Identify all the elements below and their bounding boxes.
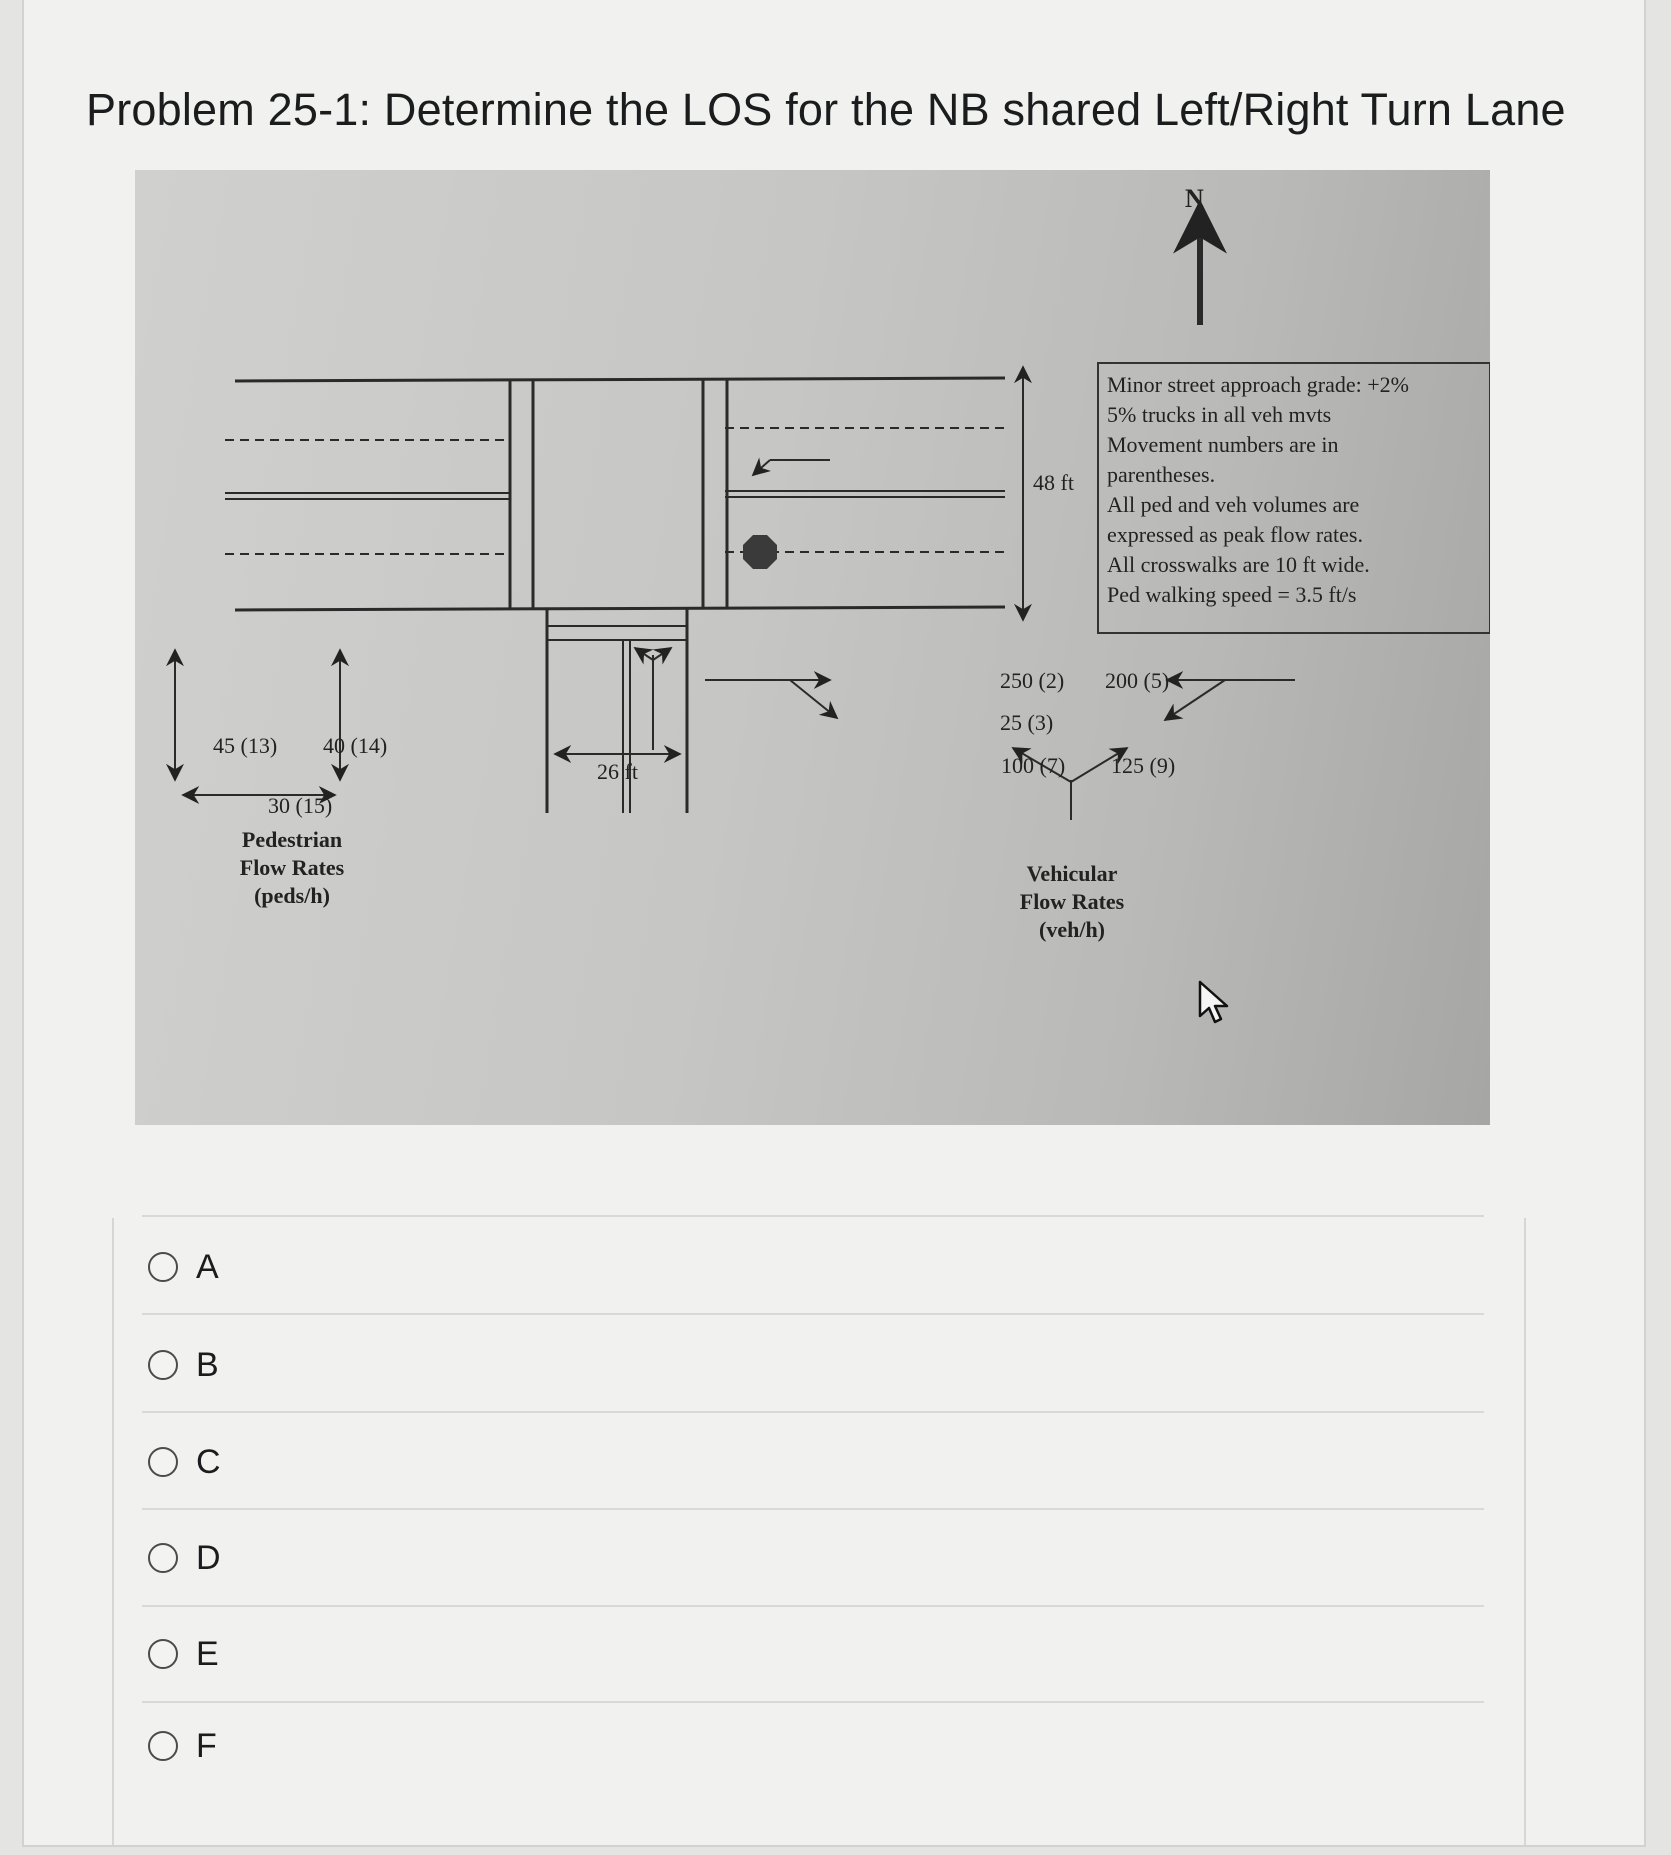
veh-flow-nb-left: 100 (7) xyxy=(1001,753,1066,778)
radio-button[interactable] xyxy=(148,1639,178,1669)
dimension-26ft: 26 ft xyxy=(597,759,638,784)
note-line: All ped and veh volumes are xyxy=(1107,492,1360,517)
radio-button[interactable] xyxy=(148,1350,178,1380)
question-title: Problem 25-1: Determine the LOS for the NB shared Left/Right Turn Lane xyxy=(86,84,1566,135)
radio-button[interactable] xyxy=(148,1731,178,1761)
pedestrian-caption: Pedestrian Flow Rates (peds/h) xyxy=(239,827,345,908)
radio-button[interactable] xyxy=(148,1447,178,1477)
stop-sign-icon xyxy=(743,535,777,569)
road-south-edge xyxy=(235,607,1005,610)
divider xyxy=(142,1605,1484,1607)
ped-flow-east: 40 (14) xyxy=(323,733,388,758)
radio-button[interactable] xyxy=(148,1543,178,1573)
option-a[interactable] xyxy=(148,1237,648,1297)
option-label: D xyxy=(196,1538,221,1577)
divider xyxy=(142,1411,1484,1413)
divider xyxy=(142,1701,1484,1703)
option-f[interactable] xyxy=(148,1716,648,1776)
option-label: A xyxy=(196,1247,219,1286)
note-line: Ped walking speed = 3.5 ft/s xyxy=(1107,582,1357,607)
option-d[interactable] xyxy=(148,1528,648,1588)
option-label: C xyxy=(196,1442,221,1481)
problem-notes-box xyxy=(1097,362,1490,634)
note-line: Movement numbers are in xyxy=(1107,432,1339,457)
option-c[interactable] xyxy=(148,1432,648,1492)
option-label: E xyxy=(196,1634,219,1673)
veh-flow-eb-right: 25 (3) xyxy=(1000,710,1054,735)
vehicular-caption: Vehicular Flow Rates (veh/h) xyxy=(1019,861,1125,942)
divider xyxy=(142,1215,1484,1217)
veh-flow-nb-right: 125 (9) xyxy=(1111,753,1176,778)
ped-flow-west: 45 (13) xyxy=(213,733,278,758)
dimension-48ft: 48 ft xyxy=(1033,470,1074,495)
radio-button[interactable] xyxy=(148,1252,178,1282)
note-line: All crosswalks are 10 ft wide. xyxy=(1107,552,1370,577)
ped-flow-south: 30 (15) xyxy=(268,793,333,818)
veh-flow-eb-through: 250 (2) xyxy=(1000,668,1065,693)
note-line: parentheses. xyxy=(1107,462,1216,487)
note-line: Minor street approach grade: +2% xyxy=(1107,372,1409,397)
note-line: 5% trucks in all veh mvts xyxy=(1107,402,1332,427)
intersection-drawing xyxy=(135,170,1490,1125)
mouse-pointer-icon xyxy=(1198,980,1232,1026)
note-line: expressed as peak flow rates. xyxy=(1107,522,1363,547)
road-north-edge xyxy=(235,378,1005,381)
option-e[interactable] xyxy=(148,1624,648,1684)
option-label: B xyxy=(196,1345,219,1384)
intersection-figure xyxy=(135,170,1490,1125)
divider xyxy=(142,1313,1484,1315)
north-label: N xyxy=(1185,184,1204,213)
option-label: F xyxy=(196,1726,217,1765)
veh-flow-wb-through: 200 (5) xyxy=(1105,668,1170,693)
option-b[interactable] xyxy=(148,1335,648,1395)
divider xyxy=(142,1508,1484,1510)
